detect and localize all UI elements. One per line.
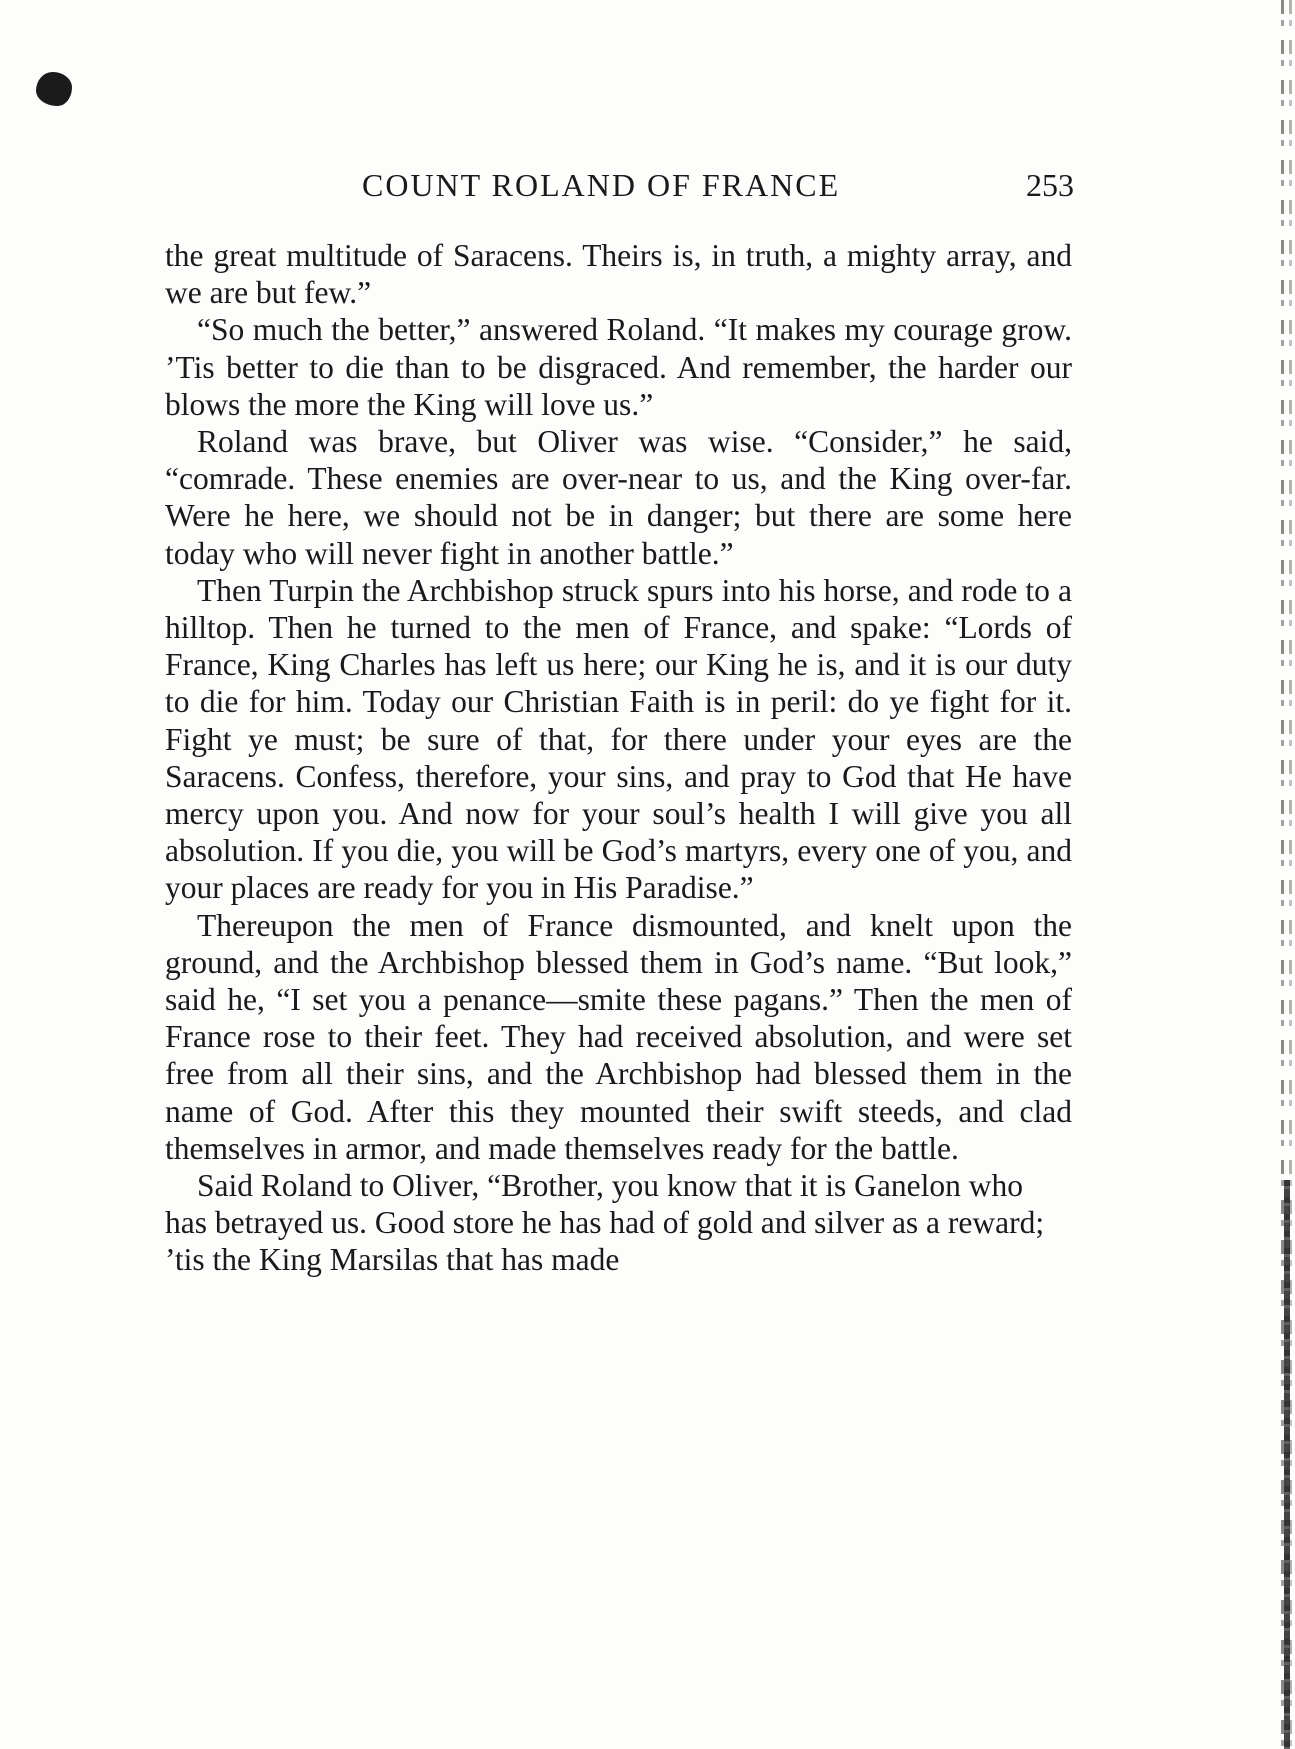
paragraph: Roland was brave, but Oliver was wise. “Consider,” he said, “comrade. These enemies are over-near to us, and the King over-far. Were he here, we should not be in danger; but there are some here today who will never fight in another battle.”: [165, 424, 1072, 571]
paragraph: Then Turpin the Archbishop struck spurs into his horse, and rode to a hilltop. Then he turned to the men of France, and spake: “Lords of France, King Charles has left us here; our King he is, and it is our duty to die for him. Today our Christian Faith is in peril: do ye fight for it. Fight ye must; be sure of that, for there under your eyes are the Saracens. Confess, therefore, your sins, and pray to God that He have mercy upon you. And now for your soul’s health I will give you all absolution. If you die, you will be God’s martyrs, every one of you, and your places are ready for you in His Paradise.”: [165, 572, 1072, 906]
paragraph: “So much the better,” answered Roland. “It makes my courage grow. ’Tis better to die than to be disgraced. And remember, the harder our blows the more the King will love us.”: [165, 312, 1072, 422]
running-title: COUNT ROLAND OF FRANCE: [362, 167, 841, 203]
body-text: [165, 237, 1072, 1279]
paragraph: Thereupon the men of France dismounted, and knelt upon the ground, and the Archbishop blessed them in God’s name. “But look,” said he, “I set you a penance—smite these pagans.” Then the men of France rose to their feet. They had received absolution, and were set free from all their sins, and the Archbishop had blessed them in the name of God. After this they mounted their swift steeds, and clad themselves in armor, and made themselves ready for the battle.: [165, 907, 1072, 1166]
scan-blot: [36, 72, 72, 106]
paragraph: Said Roland to Oliver, “Brother, you know that it is Ganelon who has betrayed us. Good store he has had of gold and silver as a reward; ’tis the King Marsilas that has made: [165, 1168, 1045, 1278]
binding-edge-artifact: [1284, 1180, 1290, 1749]
page-header: [172, 165, 1074, 205]
paragraph: the great multitude of Saracens. Theirs is, in truth, a mighty array, and we are but few.”: [165, 238, 1072, 311]
page-number: 253: [1026, 167, 1074, 203]
